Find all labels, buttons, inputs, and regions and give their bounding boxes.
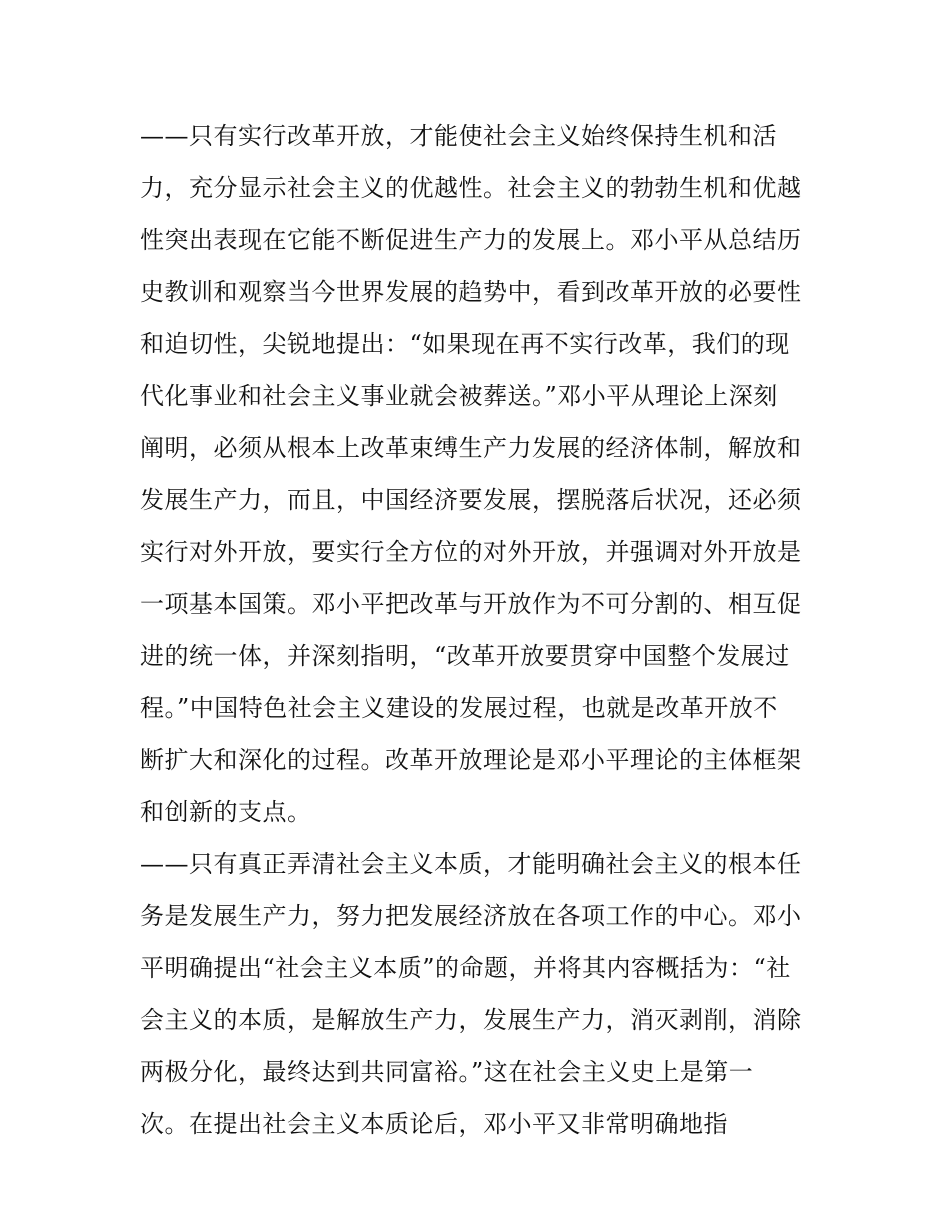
text-line: 次。在提出社会主义本质论后，邓小平又非常明确地指 <box>140 1110 728 1138</box>
text-line: 和迫切性，尖锐地提出：“如果现在再不实行改革，我们的现 <box>140 330 790 358</box>
text-line: 程。”中国特色社会主义建设的发展过程，也就是改革开放不 <box>140 694 778 722</box>
text-line: 性突出表现在它能不断促进生产力的发展上。邓小平从总结历 <box>140 226 802 254</box>
text-line: 史教训和观察当今世界发展的趋势中，看到改革开放的必要性 <box>140 278 802 306</box>
text-line: 断扩大和深化的过程。改革开放理论是邓小平理论的主体框架 <box>140 746 802 774</box>
text-line: 进的统一体，并深刻指明，“改革开放要贯穿中国整个发展过 <box>140 642 790 670</box>
text-line: 会主义的本质，是解放生产力，发展生产力，消灭剥削，消除 <box>140 1006 802 1034</box>
text-line: ——只有实行改革开放，才能使社会主义始终保持生机和活 <box>140 122 777 150</box>
text-line: 平明确提出“社会主义本质”的命题，并将其内容概括为：“社 <box>140 954 791 982</box>
text-line: 务是发展生产力，努力把发展经济放在各项工作的中心。邓小 <box>140 902 802 930</box>
text-line: 发展生产力，而且，中国经济要发展，摆脱落后状况，还必须 <box>140 486 802 514</box>
text-line: 代化事业和社会主义事业就会被葬送。”邓小平从理论上深刻 <box>140 382 778 410</box>
text-line: 和创新的支点。 <box>140 798 312 826</box>
text-line: 力，充分显示社会主义的优越性。社会主义的勃勃生机和优越 <box>140 174 802 202</box>
text-line: 两极分化，最终达到共同富裕。”这在社会主义史上是第一 <box>140 1058 754 1086</box>
body-text <box>140 110 830 1150</box>
text-line: 阐明，必须从根本上改革束缚生产力发展的经济体制，解放和 <box>140 434 802 462</box>
text-line: ——只有真正弄清社会主义本质，才能明确社会主义的根本任 <box>140 850 802 878</box>
text-line: 实行对外开放，要实行全方位的对外开放，并强调对外开放是 <box>140 538 802 566</box>
text-line: 一项基本国策。邓小平把改革与开放作为不可分割的、相互促 <box>140 590 802 618</box>
